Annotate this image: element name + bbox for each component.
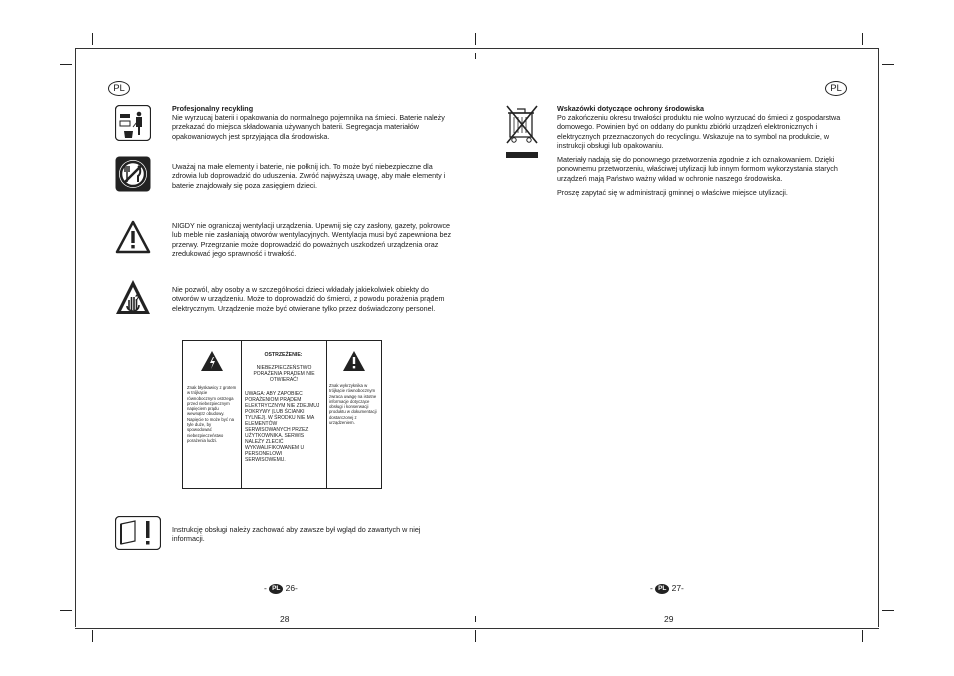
center-mark	[475, 616, 476, 622]
ventilation-text: NIGDY nie ograniczaj wentylacji urządzenia. Upewnij się czy zasłony, gazety, pokrowce lub meble nie zasłaniają otworów wentylacyjnych. Wentylacja musi być zapewniona bez przerwy. Przegrzanie może doprowadzić do poważnych uszkodzeń urządzenia oraz zredukować jego sprawność i trwałość.	[172, 221, 452, 258]
environment-title: Wskazówki dotyczące ochrony środowiska	[557, 104, 704, 113]
lightning-triangle-icon	[201, 351, 223, 371]
crop-mark	[60, 64, 72, 65]
crop-mark	[882, 610, 894, 611]
warning-col-right	[326, 341, 381, 488]
environment-text-2: Materiały nadają się do ponownego przetworzenia zgodnie z ich oznakowaniem. Dzięki ponownemu przetworzeniu, właściwej utylizacji lub innym formom wykorzystania starych urządzeń mają Państwo ważny wkład w ochronie naszego środowiska.	[557, 155, 838, 183]
recycling-bin-icon	[115, 105, 151, 141]
warning-subheading: NIEBEZPIECZEŃSTWO PORAŻENIA PRĄDEM NIE OTWIERAĆ!	[253, 365, 315, 383]
electric-shock-hand-icon	[115, 278, 151, 314]
weee-crossed-bin-icon	[504, 103, 540, 161]
page-frame-right	[878, 48, 879, 627]
page-number-right: 29	[664, 614, 674, 624]
recycling-title: Profesjonalny recykling	[172, 104, 254, 113]
footer-prefix: -	[650, 583, 653, 593]
manual-text: Instrukcję obsługi należy zachować aby zawsze był wgląd do zawartych w niej informacji.	[172, 525, 421, 544]
environment-text: Po zakończeniu okresu trwałości produktu nie wolno wyrzucać do śmieci z gospodarstwa domowego. Powinien być on oddany do punktu zbiórki urządzeń elektronicznych i elektrycznych przeznaczonych do recyclingu. Wskazuje na to symbol na produkcie, w instrukcji obsługi lub opakowaniu.	[557, 113, 841, 150]
page-frame-left	[75, 48, 76, 627]
footer-number: 26-	[285, 583, 298, 593]
footer-number: 27-	[671, 583, 684, 593]
crop-mark	[60, 610, 72, 611]
footer-prefix: -	[264, 583, 267, 593]
exclamation-triangle-icon	[343, 351, 365, 371]
crop-mark	[475, 33, 476, 45]
crop-mark	[92, 33, 93, 45]
no-swallow-icon	[115, 156, 151, 192]
crop-mark	[882, 64, 894, 65]
warning-col-middle	[241, 341, 327, 488]
children-text: Nie pozwól, aby osoby a w szczególności dzieci wkładały jakiekolwiek obiekty do otworów w urządzeniu. Może to doprowadzić do śmierci, z powodu porażenia prądem elektrycznym. Urządzenie może być otwierane tylko przez doświadczony personel.	[172, 285, 445, 313]
warning-triangle-icon	[115, 220, 151, 256]
footer-lang-badge: PL	[655, 584, 669, 594]
lightning-description: Znak błyskawicy z grotem w trójkącie równobocznym ostrzega przed niebezpiecznym napięciem prądu wewnątrz obudowy. Napięcie to może być na tyle duże, by spowodować niebezpieczeństwo porażenia ludzi.	[187, 385, 237, 443]
center-mark	[475, 53, 476, 59]
environment-text-3: Proszę zapytać się w administracji gminnej o właściwe miejsce utylizacji.	[557, 188, 788, 197]
page-number-left: 28	[280, 614, 290, 624]
footer-lang-badge: PL	[269, 584, 283, 594]
crop-mark	[92, 630, 93, 642]
right-page-footer	[650, 583, 684, 594]
crop-mark	[862, 33, 863, 45]
small-parts-text: Uważaj na małe elementy i baterie, nie połknij ich. To może być niebezpieczne dla zdrowia lub doprowadzić do uduszenia. Zwróć najwyższą uwagę, aby małe elementy i baterie znajdowały się poza zasięgiem dzieci.	[172, 162, 446, 190]
recycling-text: Nie wyrzucaj baterii i opakowania do normalnego pojemnika na śmieci. Baterie należy przekazać do miejsca składowania używanych baterii. Segregacja materiałów opakowaniowych jest sprzyjająca dla środowiska.	[172, 113, 445, 141]
lang-badge: PL	[108, 81, 130, 96]
exclamation-description: Znak wykrzyknika w trójkącie równobocznym zwraca uwagę na istotne informacje dotyczące obsługi i konserwacji produktu w dokumentacji dostarczonej z urządzeniem.	[329, 383, 377, 426]
left-page-footer	[264, 583, 298, 594]
warning-col-left	[183, 341, 242, 488]
manual-book-icon	[115, 516, 161, 550]
crop-mark	[862, 630, 863, 642]
electric-warning-label	[182, 340, 382, 489]
warning-caution-text: UWAGA: ABY ZAPOBIEC PORAŻENIOM PRĄDEM ELEKTRYCZNYM NIE ZDEJMUJ POKRYWY (LUB ŚCIANKI TYLNEJ). W ŚRODKU NIE MA ELEMENTÓW SERWISOWANYCH PRZEZ UŻYTKOWNIKA. SERWIS NALEŻY ZLECIĆ WYKWALIFIKOWANEM U PERSONELOWI SERWISOWEMU.	[245, 391, 320, 463]
lang-badge: PL	[825, 81, 847, 96]
crop-mark	[475, 630, 476, 642]
warning-heading: OSTRZEŻENIE:	[264, 352, 303, 358]
